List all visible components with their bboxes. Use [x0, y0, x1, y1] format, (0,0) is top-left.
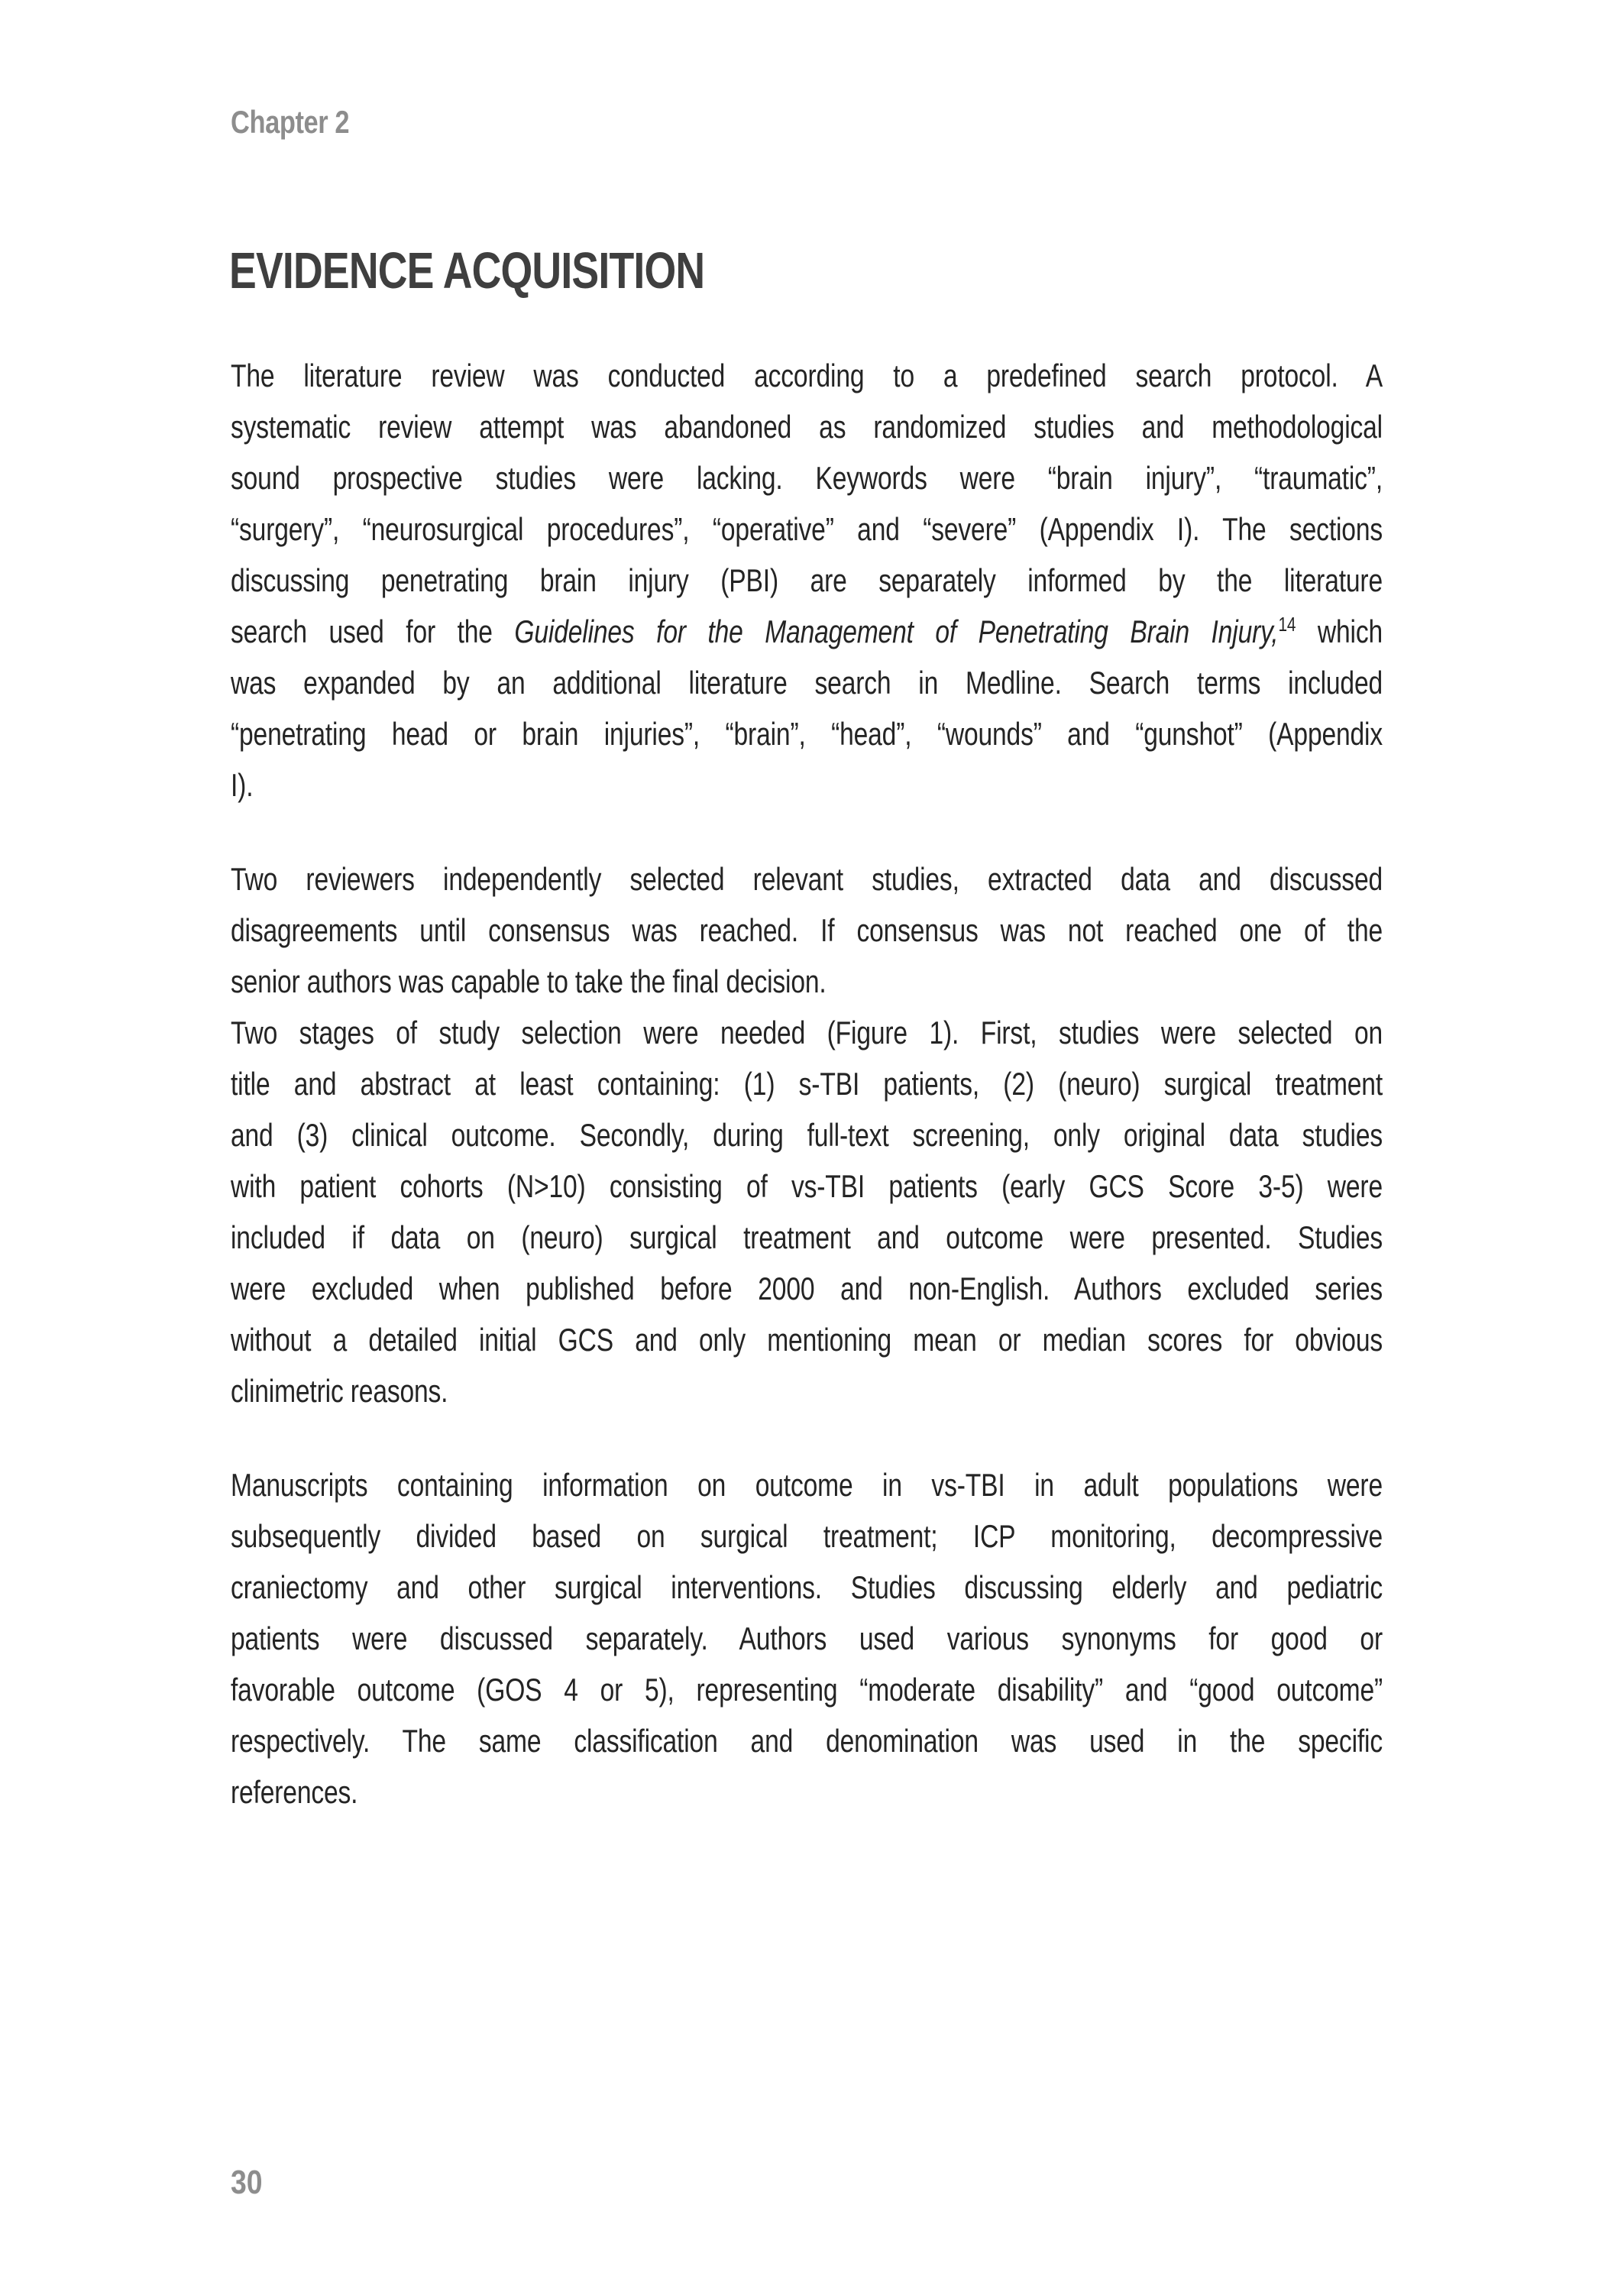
- text-line: Manuscripts containing information on outcome in vs-TBI in adult populations were: [231, 1467, 1383, 1503]
- text-line: included if data on (neuro) surgical treatment and outcome were presented. Studies: [231, 1219, 1383, 1255]
- text-line: Two stages of study selection were needed (Figure 1). First, studies were selected on: [231, 1015, 1383, 1050]
- text-line: and (3) clinical outcome. Secondly, during full-text screening, only original data studies: [231, 1117, 1383, 1153]
- text-line: title and abstract at least containing: (1) s-TBI patients, (2) (neuro) surgical treatment: [231, 1066, 1383, 1102]
- text-line: The literature review was conducted according to a predefined search protocol. A: [231, 358, 1383, 393]
- text-line: Two reviewers independently selected relevant studies, extracted data and discussed: [231, 861, 1383, 897]
- text-line: patients were discussed separately. Authors used various synonyms for good or: [231, 1620, 1383, 1656]
- chapter-label: Chapter 2: [231, 104, 350, 140]
- text-line: senior authors was capable to take the final decision.: [231, 963, 827, 999]
- text-line: respectively. The same classification and denomination was used in the specific: [231, 1723, 1383, 1759]
- paragraph-1: [231, 350, 1383, 811]
- text-line-with-citation: [231, 606, 1383, 657]
- text-segment: search used for the: [231, 613, 515, 649]
- text-line: references.: [231, 1774, 358, 1810]
- text-line: “penetrating head or brain injuries”, “brain”, “head”, “wounds” and “gunshot” (Appendix: [231, 716, 1383, 752]
- text-line: disagreements until consensus was reached. If consensus was not reached one of the: [231, 912, 1383, 948]
- paragraph-3: [231, 1459, 1383, 1818]
- text-line: sound prospective studies were lacking. Keywords were “brain injury”, “traumatic”,: [231, 460, 1383, 496]
- text-line: I).: [231, 767, 254, 803]
- text-segment: which: [1296, 613, 1383, 649]
- text-line: favorable outcome (GOS 4 or 5), representing “moderate disability” and “good outcome”: [231, 1672, 1383, 1708]
- text-line: “surgery”, “neurosurgical procedures”, “operative” and “severe” (Appendix I). The sections: [231, 511, 1383, 547]
- text-line: with patient cohorts (N>10) consisting of vs-TBI patients (early GCS Score 3-5) were: [231, 1168, 1383, 1204]
- text-line: subsequently divided based on surgical treatment; ICP monitoring, decompressive: [231, 1518, 1383, 1554]
- paragraph-2: [231, 853, 1383, 1416]
- body-text-column: [231, 350, 1383, 1818]
- text-line: discussing penetrating brain injury (PBI) are separately informed by the literature: [231, 562, 1383, 598]
- page-number: 30: [231, 2164, 263, 2201]
- italic-book-title: Guidelines for the Management of Penetrating Brain Injury,: [514, 613, 1279, 649]
- text-line: systematic review attempt was abandoned as randomized studies and methodological: [231, 409, 1383, 445]
- text-line: was expanded by an additional literature search in Medline. Search terms included: [231, 665, 1383, 701]
- section-heading: EVIDENCE ACQUISITION: [229, 242, 705, 299]
- citation-superscript: 14: [1278, 613, 1296, 636]
- text-line: clinimetric reasons.: [231, 1373, 448, 1409]
- text-line: were excluded when published before 2000 and non-English. Authors excluded series: [231, 1271, 1383, 1306]
- text-line: craniectomy and other surgical interventions. Studies discussing elderly and pediatric: [231, 1569, 1383, 1605]
- text-line: without a detailed initial GCS and only mentioning mean or median scores for obvious: [231, 1322, 1383, 1358]
